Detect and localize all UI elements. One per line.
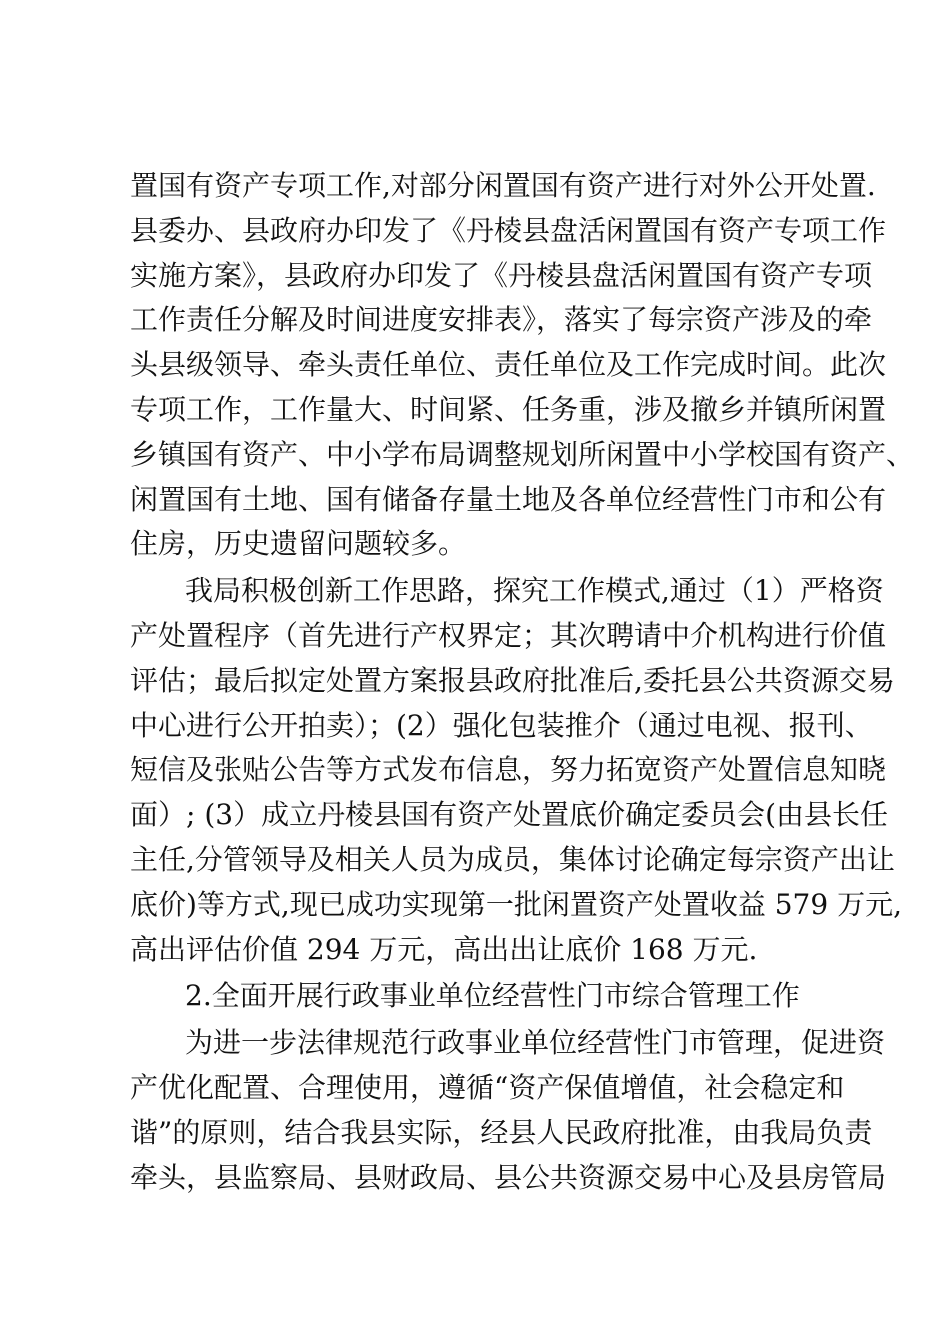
document-page <box>130 164 915 1200</box>
text-line: 评估；最后拟定处置方案报县政府批准后,委托县公共资源交易 <box>130 663 895 697</box>
paragraph-storefront-management <box>130 1021 887 1200</box>
text-line: 主任,分管领导及相关人员为成员，集体讨论确定每宗资产出让 <box>130 842 895 876</box>
text-line: 头县级领导、牵头责任单位、责任单位及工作完成时间。此次 <box>130 348 887 382</box>
text-line: 工作责任分解及时间进度安排表》，落实了每宗资产涉及的牵 <box>130 303 873 337</box>
text-line: 闲置国有土地、国有储备存量土地及各单位经营性门市和公有 <box>130 482 887 516</box>
text-line: 中心进行公开拍卖）；(2）强化包装推介（通过电视、报刊、 <box>130 708 873 742</box>
text-line: 我局积极创新工作思路，探究工作模式,通过（1）严格资 <box>185 574 884 608</box>
text-line: 底价)等方式,现已成功实现第一批闲置资产处置收益 579 万元, <box>130 887 902 921</box>
section-heading-text: 2.全面开展行政事业单位经营性门市综合管理工作 <box>185 979 800 1013</box>
section-heading <box>130 974 835 1019</box>
text-line: 产优化配置、合理使用，遵循“资产保值增值，社会稳定和 <box>130 1070 845 1104</box>
text-line: 牵头，县监察局、县财政局、县公共资源交易中心及县房管局 <box>130 1160 887 1194</box>
text-line: 谐”的原则，结合我县实际，经县人民政府批准，由我局负责 <box>130 1115 873 1149</box>
text-line: 产处置程序（首先进行产权界定；其次聘请中介机构进行价值 <box>130 618 887 652</box>
text-line: 乡镇国有资产、中小学布局调整规划所闲置中小学校国有资产、 <box>130 437 915 471</box>
text-line: 短信及张贴公告等方式发布信息，努力拓宽资产处置信息知晓 <box>130 753 887 787</box>
text-line: 县委办、县政府办印发了《丹棱县盘活闲置国有资产专项工作 <box>130 213 887 247</box>
text-line: 高出评估价值 294 万元，高出出让底价 168 万元. <box>130 932 758 966</box>
text-line: 置国有资产专项工作,对部分闲置国有资产进行对外公开处置. <box>130 169 876 202</box>
text-line: 为进一步法律规范行政事业单位经营性门市管理，促进资 <box>185 1026 886 1060</box>
text-line: 专项工作，工作量大、时间紧、任务重，涉及撤乡并镇所闲置 <box>130 392 887 426</box>
text-line: 实施方案》，县政府办印发了《丹棱县盘活闲置国有资产专项 <box>130 258 873 292</box>
paragraph-disposal-overview <box>130 164 915 567</box>
paragraph-innovation-methods <box>130 569 902 972</box>
text-line: 面）; (3）成立丹棱县国有资产处置底价确定委员会(由县长任 <box>130 798 888 832</box>
text-line: 住房，历史遗留问题较多。 <box>130 527 467 561</box>
